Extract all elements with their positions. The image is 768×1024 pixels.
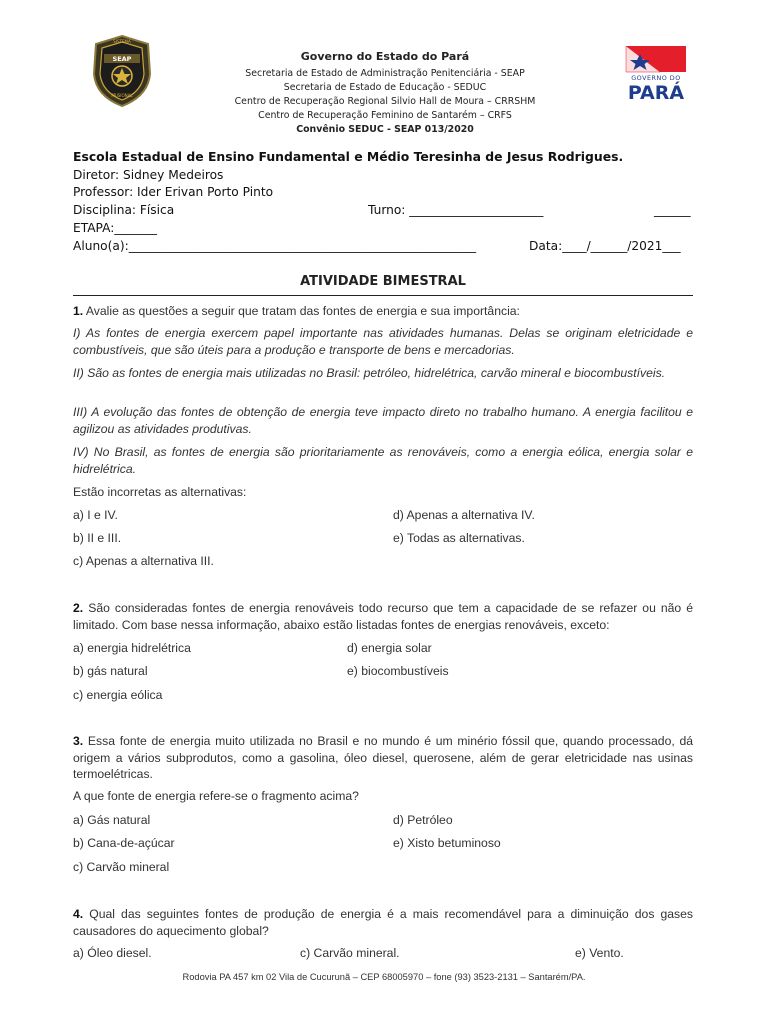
question-3-number: 3. — [73, 734, 84, 748]
q1-option-a[interactable]: a) I e IV. — [73, 508, 118, 522]
question-4-number: 4. — [73, 907, 84, 921]
seal-mid-text: SEAP — [112, 55, 132, 63]
header-line-seap: Secretaria de Estado de Administração Penitenciária - SEAP — [245, 68, 525, 79]
q2-option-b[interactable]: b) gás natural — [73, 664, 148, 678]
question-2-text — [73, 600, 693, 633]
q4-option-e[interactable]: e) Vento. — [575, 946, 624, 960]
q3-option-e[interactable]: e) Xisto betuminoso — [393, 836, 501, 850]
q1-option-c[interactable]: c) Apenas a alternativa III. — [73, 554, 214, 568]
professor-line: Professor: Ider Erivan Porto Pinto — [73, 185, 274, 199]
data-field[interactable]: Data:____/______/2021___ — [529, 239, 681, 253]
etapa-field[interactable]: ETAPA:_______ — [73, 221, 157, 235]
question-1-number: 1. — [73, 304, 84, 318]
header-line-seduc: Secretaria de Estado de Educação - SEDUC — [283, 82, 487, 93]
q1-assertion-4: IV) No Brasil, as fontes de energia são prioritariamente as renováveis, como a energia eólica, energia solar e hidrelétrica. — [73, 445, 693, 476]
gov-logo-text1: GOVERNO DO — [631, 74, 681, 82]
q1-assertion-3: III) A evolução das fontes de obtenção de energia teve impacto direto no trabalho humano. A energia facilitou e agilizou as atividades produtivas. — [73, 405, 693, 436]
q3-option-c[interactable]: c) Carvão mineral — [73, 860, 170, 874]
q3-option-b[interactable]: b) Cana-de-açúcar — [73, 836, 175, 850]
q1-prompt: Estão incorretas as alternativas: — [73, 485, 247, 499]
document-header — [200, 50, 570, 137]
q1-option-e[interactable]: e) Todas as alternativas. — [393, 531, 525, 545]
question-2-statement: São consideradas fontes de energia renováveis todo recurso que tem a capacidade de se refazer ou não é limitado. Com base nessa informação, abaixo estão listadas fontes de energias renováveis, exceto: — [73, 601, 693, 632]
seap-seal-logo — [90, 34, 154, 108]
question-4-text — [73, 906, 693, 939]
q3-option-d[interactable]: d) Petróleo — [393, 813, 453, 827]
header-line-governo: Governo do Estado do Pará — [300, 50, 470, 63]
q1-option-b[interactable]: b) II e III. — [73, 531, 122, 545]
turno-field[interactable]: Turno: ______________________ — [368, 203, 544, 217]
gov-logo-text2: PARÁ — [627, 82, 685, 102]
q2-option-e[interactable]: e) biocombustíveis — [347, 664, 449, 678]
q4-option-a[interactable]: a) Óleo diesel. — [73, 946, 152, 960]
q3-prompt: A que fonte de energia refere-se o fragmento acima? — [73, 789, 359, 803]
question-1-text — [73, 303, 693, 320]
header-line-crrshm: Centro de Recuperação Regional Silvio Hall de Moura – CRRSHM — [234, 96, 536, 107]
page-footer: Rodovia PA 457 km 02 Vila de Cucurunã – CEP 68005970 – fone (93) 3523-2131 – Santarém/PA. — [182, 972, 586, 982]
q2-option-d[interactable]: d) energia solar — [347, 641, 432, 655]
question-4-statement: Qual das seguintes fontes de produção de energia é a mais recomendável para a diminuição dos gases causadores do aquecimento global? — [73, 907, 693, 938]
aluno-field[interactable]: Aluno(a):_________________________________________________________ — [73, 239, 477, 253]
q1-assertion-2: II) São as fontes de energia mais utilizadas no Brasil: petróleo, hidrelétrica, carvão mineral e biocombustíveis. — [73, 366, 666, 380]
q4-option-c[interactable]: c) Carvão mineral. — [300, 946, 400, 960]
q1-option-d[interactable]: d) Apenas a alternativa IV. — [393, 508, 535, 522]
turno-tail-field[interactable]: ______ — [654, 203, 691, 217]
question-3-text — [73, 733, 693, 783]
q2-option-c[interactable]: c) energia eólica — [73, 688, 163, 702]
q1-assertion-1: I) As fontes de energia exercem papel importante nas atividades humanas. Delas se originam eletricidade e combustíveis, que são úteis para a produção e transporte de bens e mercadorias. — [73, 326, 693, 357]
header-line-convenio: Convênio SEDUC - SEAP 013/2020 — [296, 124, 474, 135]
title-divider — [73, 295, 693, 296]
governo-para-logo — [620, 42, 690, 102]
school-name: Escola Estadual de Ensino Fundamental e Médio Teresinha de Jesus Rodrigues. — [73, 149, 624, 164]
q2-option-a[interactable]: a) energia hidrelétrica — [73, 641, 191, 655]
question-3-statement: Essa fonte de energia muito utilizada no Brasil e no mundo é um minério fóssil que, quando processado, dá origem a vários subprodutos, como a gasolina, óleo diesel, querosene, além de gerar eletricidade nas usinas termoelétricas. — [73, 734, 693, 781]
header-line-crfs: Centro de Recuperação Feminino de Santarém – CRFS — [258, 110, 512, 121]
q3-option-a[interactable]: a) Gás natural — [73, 813, 151, 827]
discipline-line: Disciplina: Física — [73, 203, 175, 217]
question-1-statement: Avalie as questões a seguir que tratam das fontes de energia e sua importância: — [85, 304, 520, 318]
director-line: Diretor: Sidney Medeiros — [73, 168, 224, 182]
seal-bottom-text: PRISIONAL — [111, 93, 133, 98]
question-2-number: 2. — [73, 601, 84, 615]
seal-top-text: SISTEMA — [113, 39, 131, 44]
page-title: ATIVIDADE BIMESTRAL — [300, 274, 466, 289]
